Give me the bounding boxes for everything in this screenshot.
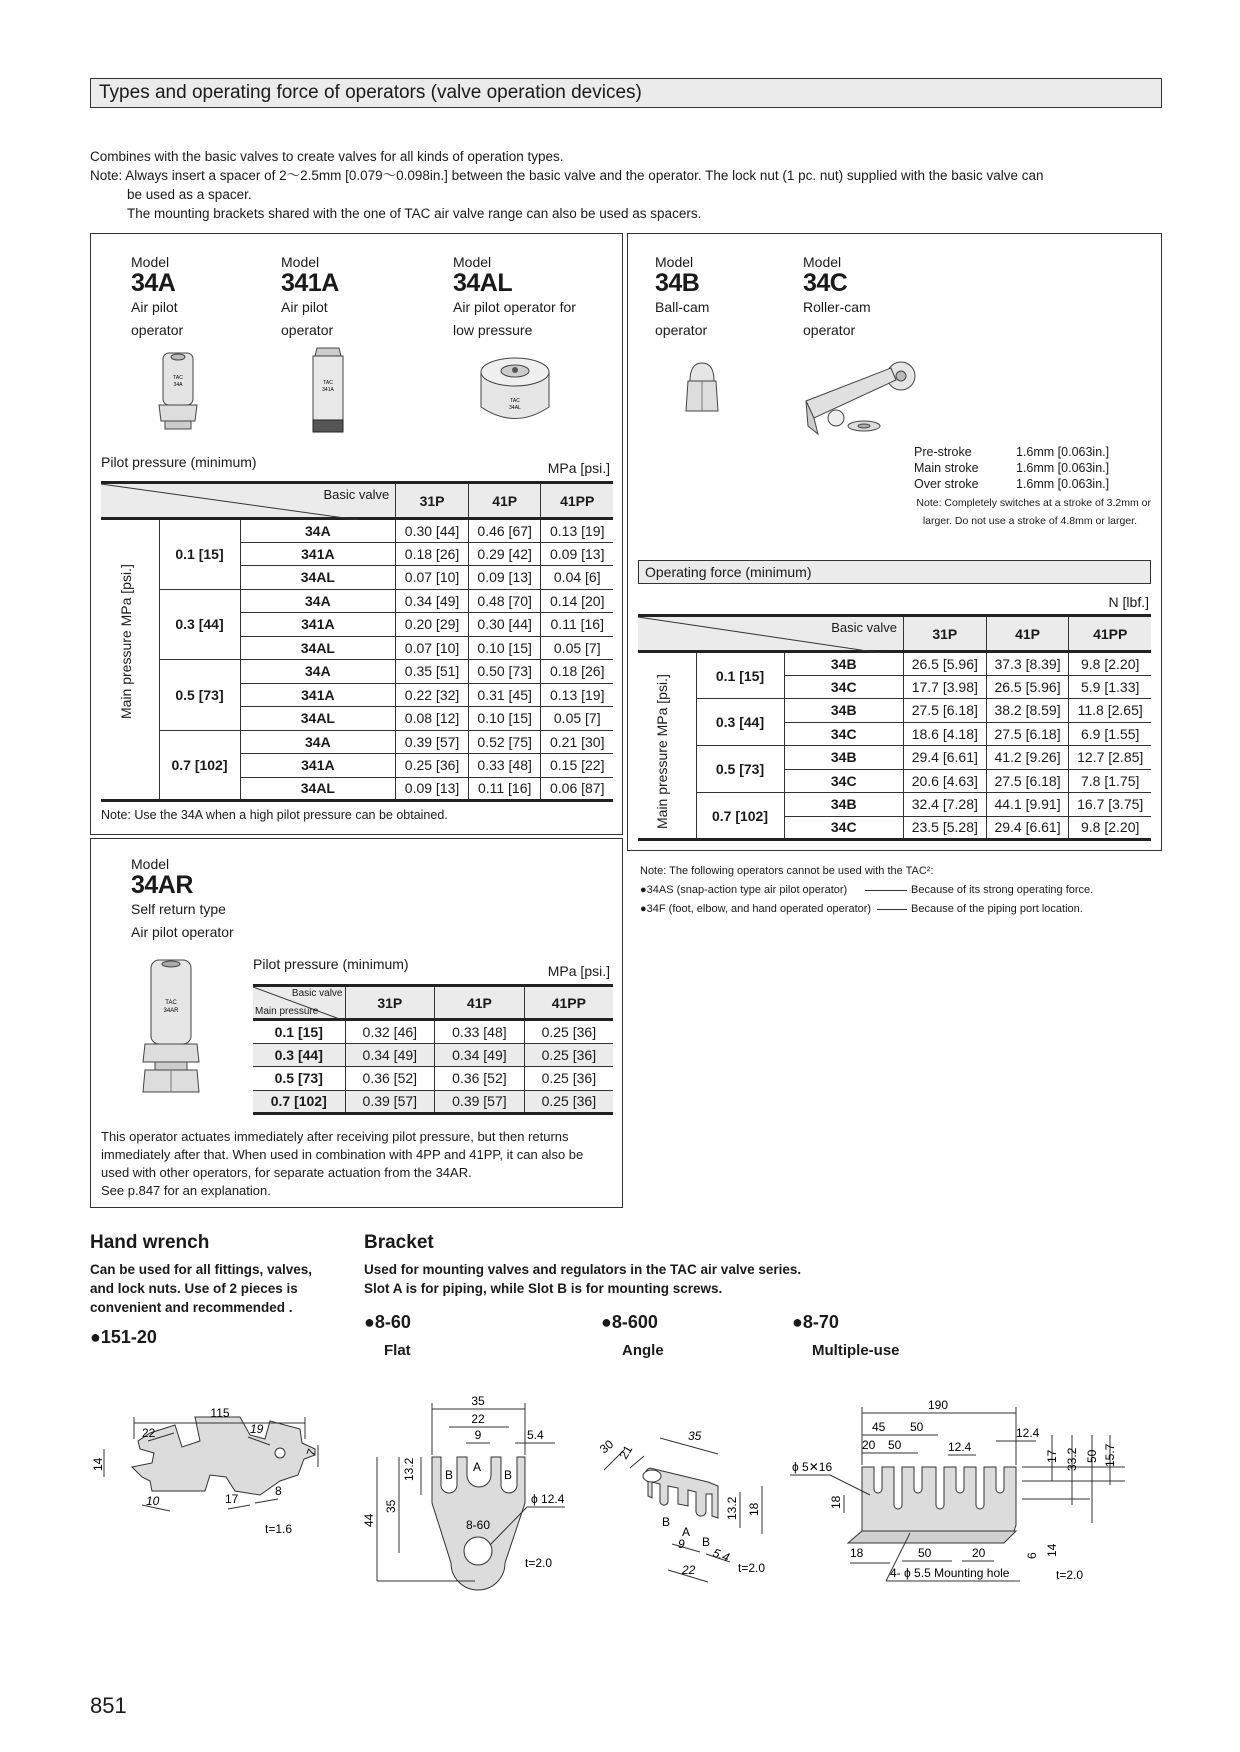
value-cell: 0.34 [49] xyxy=(435,1043,525,1067)
value-cell: 16.7 [3.75] xyxy=(1069,793,1151,817)
tag-text: TAC xyxy=(173,375,183,381)
table-corner xyxy=(253,986,345,1020)
bracket-heading: Bracket xyxy=(364,1232,434,1253)
model-cell: 34A xyxy=(240,589,396,613)
value-cell: 0.11 [16] xyxy=(468,777,541,801)
model-cell: 341A xyxy=(240,754,396,778)
operating-force-title: Operating force (minimum) xyxy=(645,564,812,580)
dim-label: t=2.0 xyxy=(525,1556,553,1570)
dim-label: 19 xyxy=(250,1422,264,1436)
value-cell: 32.4 [7.28] xyxy=(903,793,986,817)
operator-34a-image xyxy=(153,349,203,434)
model-cell: 34A xyxy=(240,660,396,684)
value-cell: 0.04 [6] xyxy=(541,566,613,590)
self-return-panel xyxy=(90,838,623,1208)
value-cell: 44.1 [9.91] xyxy=(986,793,1069,817)
table-row xyxy=(253,1020,613,1044)
col-header: 31P xyxy=(345,986,435,1020)
value-cell: 27.5 [6.18] xyxy=(986,769,1069,793)
dim-label: 6 xyxy=(1025,1552,1039,1559)
table-row xyxy=(101,519,613,543)
hand-wrench-heading: Hand wrench xyxy=(90,1232,210,1253)
tag-text: 34AL xyxy=(509,405,521,411)
value-cell: 0.13 [19] xyxy=(541,519,613,543)
corner-label: Basic valve xyxy=(323,487,390,502)
value-cell: 23.5 [5.28] xyxy=(903,816,986,840)
model-cell: 34C xyxy=(784,675,903,699)
model-cell: 34C xyxy=(784,722,903,746)
side-label: Main pressure MPa [psi.] xyxy=(654,674,670,829)
value-cell: 0.11 [16] xyxy=(541,613,613,637)
dim-label: ϕ 5✕16 xyxy=(792,1460,833,1474)
bracket-type-multiple: Multiple-use xyxy=(812,1342,900,1359)
value-cell: 0.30 [44] xyxy=(396,519,469,543)
tac-note xyxy=(640,862,1093,919)
dim-label: 8 xyxy=(275,1484,282,1498)
main-pressure-cell: 0.7 [102] xyxy=(253,1090,345,1114)
stroke-note: Note: Completely switches at a stroke of 3.2mm or larger. Do not use a stroke of 4.8mm or larger. xyxy=(916,497,1151,527)
dim-label: 22 xyxy=(471,1412,485,1426)
col-header: 41PP xyxy=(541,483,613,519)
tag-text: TAC xyxy=(165,1000,177,1006)
operator-34al-image xyxy=(475,352,555,432)
model-cell: 34B xyxy=(784,652,903,676)
tac-note-item: ●34F (foot, elbow, and hand operated operator) Because of the piping port location. xyxy=(640,903,1083,915)
value-cell: 0.25 [36] xyxy=(524,1043,613,1067)
intro-note: Note: Always insert a spacer of 2～2.5mm [0.079～0.098in.] between the basic valve and the operator. The lock nut (1 pc. nut) supplied with the basic valve can xyxy=(90,168,1044,183)
operator-341a-image xyxy=(303,344,353,439)
value-cell: 0.50 [73] xyxy=(468,660,541,684)
dim-label: 50 xyxy=(918,1546,932,1560)
dim-label: 15.7 xyxy=(1103,1443,1117,1467)
value-cell: 26.5 [5.96] xyxy=(986,675,1069,699)
dim-label: 4- ϕ 5.5 Mounting hole xyxy=(890,1566,1010,1580)
stroke-row: Over stroke 1.6mm [0.063in.] xyxy=(914,477,1110,491)
value-cell: 26.5 [5.96] xyxy=(903,652,986,676)
slot-label: B xyxy=(702,1535,711,1549)
slot-label: A xyxy=(682,1525,691,1539)
part-label: 8-60 xyxy=(465,1518,491,1532)
value-cell: 0.13 [19] xyxy=(541,683,613,707)
value-cell: 29.4 [6.61] xyxy=(986,816,1069,840)
dim-label: t=2.0 xyxy=(1056,1568,1084,1582)
main-pressure-cell: 0.5 [73] xyxy=(696,746,784,793)
table-row xyxy=(101,730,613,754)
value-cell: 0.33 [48] xyxy=(435,1020,525,1044)
value-cell: 0.36 [52] xyxy=(435,1067,525,1091)
slot-label: A xyxy=(473,1460,482,1474)
col-header: 41P xyxy=(468,483,541,519)
dim-label: 14 xyxy=(91,1457,105,1471)
intro-text xyxy=(90,147,1170,223)
dim-label: 13.2 xyxy=(725,1496,739,1520)
operator-34b-image xyxy=(680,359,725,419)
col-header: 31P xyxy=(396,483,469,519)
tag-text: TAC xyxy=(323,380,333,386)
dim-label: 50 xyxy=(910,1420,924,1434)
table-row xyxy=(253,1067,613,1091)
model-341a: Model 341A Air pilot operator xyxy=(281,254,339,338)
model-cell: 34A xyxy=(240,519,396,543)
dim-label: 18 xyxy=(850,1546,864,1560)
value-cell: 0.25 [36] xyxy=(396,754,469,778)
multi-bracket-drawing xyxy=(790,1395,1125,1595)
value-cell: 0.33 [48] xyxy=(468,754,541,778)
operator-34ar-image xyxy=(131,954,211,1104)
bracket-item-8-600: ●8-600 xyxy=(601,1312,658,1332)
bracket-type-flat: Flat xyxy=(384,1342,411,1359)
tac-note-item: ●34AS (snap-action type air pilot operator) Because of its strong operating force. xyxy=(640,884,1094,896)
dim-label: 9 xyxy=(678,1537,685,1551)
dim-label: 45 xyxy=(872,1420,886,1434)
value-cell: 17.7 [3.98] xyxy=(903,675,986,699)
value-cell: 0.05 [7] xyxy=(541,707,613,731)
slot-label: B xyxy=(504,1468,513,1482)
tac-note-title: Note: The following operators cannot be used with the TAC²: xyxy=(640,865,934,877)
model-cell: 34A xyxy=(240,730,396,754)
dim-label: 7 xyxy=(303,1446,320,1459)
main-pressure-cell: 0.3 [44] xyxy=(253,1043,345,1067)
col-header: 31P xyxy=(903,616,986,652)
stroke-specs xyxy=(914,444,1109,492)
value-cell: 0.07 [10] xyxy=(396,636,469,660)
value-cell: 5.9 [1.33] xyxy=(1069,675,1151,699)
model-34b: Model 34B Ball-cam operator xyxy=(655,254,710,338)
intro-note-cont: The mounting brackets shared with the one of TAC air valve range can also be used as spacers. xyxy=(127,206,702,221)
value-cell: 41.2 [9.26] xyxy=(986,746,1069,770)
operator-34c-image xyxy=(796,356,936,441)
corner-label: Basic valve xyxy=(831,620,897,635)
value-cell: 0.34 [49] xyxy=(396,589,469,613)
tag-text: 34A xyxy=(173,382,183,388)
value-cell: 20.6 [4.63] xyxy=(903,769,986,793)
value-cell: 0.52 [75] xyxy=(468,730,541,754)
ar-table-title: Pilot pressure (minimum) xyxy=(253,956,409,972)
ar-description: This operator actuates immediately after receiving pilot pressure, but then returns immediately after that. When used in combination with 4PP and 41PP, it can also be used with other operators, for separate actuation from the 34AR. See p.847 for an explanation. xyxy=(101,1129,584,1198)
value-cell: 0.18 [26] xyxy=(396,542,469,566)
dim-label: 12.4 xyxy=(1016,1426,1040,1440)
model-cell: 34AL xyxy=(240,777,396,801)
value-cell: 0.25 [36] xyxy=(524,1090,613,1114)
hand-wrench-item: ●151-20 xyxy=(90,1327,157,1347)
main-pressure-cell: 0.7 [102] xyxy=(696,793,784,840)
hand-wrench-drawing xyxy=(90,1395,320,1545)
col-header: 41PP xyxy=(1069,616,1151,652)
value-cell: 6.9 [1.55] xyxy=(1069,722,1151,746)
bracket-type-angle: Angle xyxy=(622,1342,664,1359)
value-cell: 0.35 [51] xyxy=(396,660,469,684)
bracket-section xyxy=(364,1232,1164,1298)
table-row xyxy=(638,652,1151,676)
force-table-unit: N [lbf.] xyxy=(1108,594,1149,610)
bracket-item-8-70: ●8-70 xyxy=(792,1312,839,1332)
table-row xyxy=(638,746,1151,770)
angle-bracket-drawing xyxy=(590,1410,780,1590)
operating-force-table xyxy=(638,614,1151,841)
value-cell: 0.09 [13] xyxy=(396,777,469,801)
value-cell: 0.25 [36] xyxy=(524,1067,613,1091)
value-cell: 38.2 [8.59] xyxy=(986,699,1069,723)
value-cell: 0.32 [46] xyxy=(345,1020,435,1044)
model-34a: Model 34A Air pilot operator xyxy=(131,254,184,338)
model-cell: 341A xyxy=(240,683,396,707)
dim-label: 18 xyxy=(747,1502,761,1516)
dim-label: 190 xyxy=(927,1398,949,1412)
cam-operator-panel xyxy=(627,233,1162,851)
slot-label: B xyxy=(445,1468,454,1482)
flat-bracket-drawing xyxy=(355,1395,565,1595)
dim-label: 22 xyxy=(142,1426,156,1440)
dim-label: 17 xyxy=(225,1492,239,1506)
main-pressure-cell: 0.3 [44] xyxy=(159,589,240,660)
value-cell: 0.09 [13] xyxy=(468,566,541,590)
main-pressure-cell: 0.3 [44] xyxy=(696,699,784,746)
dim-label: 50 xyxy=(1085,1449,1099,1463)
value-cell: 0.36 [52] xyxy=(345,1067,435,1091)
ar-pilot-table xyxy=(253,984,613,1115)
pilot-table-unit: MPa [psi.] xyxy=(547,460,610,476)
value-cell: 0.30 [44] xyxy=(468,613,541,637)
value-cell: 27.5 [6.18] xyxy=(903,699,986,723)
main-pressure-cell: 0.5 [73] xyxy=(159,660,240,731)
dim-label: 21 xyxy=(616,1442,636,1462)
page-number: 851 xyxy=(90,1693,127,1718)
dim-label: ϕ 12.4 xyxy=(531,1492,565,1506)
dim-label: 33.2 xyxy=(1065,1447,1079,1471)
main-pressure-cell: 0.1 [15] xyxy=(696,652,784,699)
value-cell: 11.8 [2.65] xyxy=(1069,699,1151,723)
dim-label: 30 xyxy=(596,1436,617,1457)
value-cell: 0.39 [57] xyxy=(396,730,469,754)
value-cell: 0.15 [22] xyxy=(541,754,613,778)
table-row xyxy=(101,660,613,684)
side-label: Main pressure MPa [psi.] xyxy=(118,564,134,719)
tag-text: 34AR xyxy=(163,1008,179,1014)
model-34ar: Model 34AR Self return type Air pilot operator xyxy=(131,856,234,940)
col-header: 41P xyxy=(435,986,525,1020)
dim-label: 9 xyxy=(474,1428,482,1442)
model-cell: 34AL xyxy=(240,707,396,731)
model-34c: Model 34C Roller-cam operator xyxy=(803,254,871,338)
table-corner xyxy=(101,483,396,519)
dim-label: 5.4 xyxy=(527,1428,544,1442)
value-cell: 0.25 [36] xyxy=(524,1020,613,1044)
value-cell: 0.14 [20] xyxy=(541,589,613,613)
value-cell: 0.31 [45] xyxy=(468,683,541,707)
value-cell: 0.20 [29] xyxy=(396,613,469,637)
corner-label: Basic valve xyxy=(291,988,343,999)
value-cell: 0.10 [15] xyxy=(468,636,541,660)
ar-table-unit: MPa [psi.] xyxy=(547,963,610,979)
value-cell: 0.05 [7] xyxy=(541,636,613,660)
tag-text: 341A xyxy=(322,387,334,393)
value-cell: 7.8 [1.75] xyxy=(1069,769,1151,793)
dim-label: 35 xyxy=(471,1395,485,1408)
value-cell: 29.4 [6.61] xyxy=(903,746,986,770)
value-cell: 0.10 [15] xyxy=(468,707,541,731)
main-pressure-cell: 0.1 [15] xyxy=(159,519,240,590)
value-cell: 37.3 [8.39] xyxy=(986,652,1069,676)
pilot-pressure-table xyxy=(101,481,613,802)
corner-label: Main pressure xyxy=(255,1006,319,1017)
tag-text: TAC xyxy=(510,398,520,404)
value-cell: 0.29 [42] xyxy=(468,542,541,566)
model-34al: Model 34AL Air pilot operator for low pressure xyxy=(453,254,576,338)
table-corner xyxy=(638,616,903,652)
dim-label: 13.2 xyxy=(402,1457,416,1481)
hand-wrench-desc: Can be used for all fittings, valves, and lock nuts. Use of 2 pieces is convenient and recommended . xyxy=(90,1262,313,1315)
dim-label: 22 xyxy=(682,1563,696,1577)
bracket-desc: Used for mounting valves and regulators in the TAC air valve series. Slot A is for piping, while Slot B is for mounting screws. xyxy=(364,1262,802,1296)
dim-label: 20 xyxy=(972,1546,986,1560)
table-row xyxy=(253,1043,613,1067)
model-cell: 341A xyxy=(240,542,396,566)
dim-label: 14 xyxy=(1045,1543,1059,1557)
bracket-item-8-60: ●8-60 xyxy=(364,1312,411,1332)
hand-wrench-section xyxy=(90,1232,340,1348)
main-pressure-cell: 0.5 [73] xyxy=(253,1067,345,1091)
main-pressure-cell: 0.1 [15] xyxy=(253,1020,345,1044)
pilot-table-note: Note: Use the 34A when a high pilot pressure can be obtained. xyxy=(101,808,448,822)
dim-label: 35 xyxy=(384,1499,398,1513)
value-cell: 9.8 [2.20] xyxy=(1069,816,1151,840)
page-title: Types and operating force of operators (valve operation devices) xyxy=(90,78,1162,108)
value-cell: 27.5 [6.18] xyxy=(986,722,1069,746)
col-header: 41PP xyxy=(524,986,613,1020)
col-header: 41P xyxy=(986,616,1069,652)
model-cell: 34AL xyxy=(240,566,396,590)
value-cell: 0.08 [12] xyxy=(396,707,469,731)
dim-label: 5.4 xyxy=(710,1545,732,1565)
table-row xyxy=(638,699,1151,723)
value-cell: 0.06 [87] xyxy=(541,777,613,801)
dim-label: 10 xyxy=(146,1494,160,1508)
value-cell: 0.48 [70] xyxy=(468,589,541,613)
model-cell: 34C xyxy=(784,769,903,793)
model-cell: 34B xyxy=(784,793,903,817)
dim-label: 18 xyxy=(829,1495,843,1509)
value-cell: 0.07 [10] xyxy=(396,566,469,590)
slot-label: B xyxy=(662,1515,671,1529)
value-cell: 12.7 [2.85] xyxy=(1069,746,1151,770)
value-cell: 0.39 [57] xyxy=(435,1090,525,1114)
value-cell: 0.46 [67] xyxy=(468,519,541,543)
dim-label: 20 xyxy=(862,1438,876,1452)
air-pilot-panel xyxy=(90,233,623,835)
dim-label: t=2.0 xyxy=(738,1561,766,1575)
value-cell: 0.34 [49] xyxy=(345,1043,435,1067)
value-cell: 9.8 [2.20] xyxy=(1069,652,1151,676)
stroke-row: Main stroke 1.6mm [0.063in.] xyxy=(914,461,1110,475)
table-row xyxy=(101,589,613,613)
value-cell: 0.39 [57] xyxy=(345,1090,435,1114)
model-cell: 341A xyxy=(240,613,396,637)
stroke-row: Pre-stroke 1.6mm [0.063in.] xyxy=(914,445,1110,459)
value-cell: 0.09 [13] xyxy=(541,542,613,566)
pilot-table-title: Pilot pressure (minimum) xyxy=(101,454,257,470)
dim-label: 50 xyxy=(888,1438,902,1452)
value-cell: 0.22 [32] xyxy=(396,683,469,707)
model-cell: 34C xyxy=(784,816,903,840)
value-cell: 18.6 [4.18] xyxy=(903,722,986,746)
operating-force-title-bar xyxy=(638,560,1151,584)
model-cell: 34B xyxy=(784,699,903,723)
value-cell: 0.18 [26] xyxy=(541,660,613,684)
dim-label: 12.4 xyxy=(948,1440,972,1454)
dim-label: 115 xyxy=(210,1406,230,1420)
intro-line: Combines with the basic valves to create valves for all kinds of operation types. xyxy=(90,149,564,164)
dim-label: 17 xyxy=(1045,1449,1059,1463)
model-cell: 34AL xyxy=(240,636,396,660)
main-pressure-cell: 0.7 [102] xyxy=(159,730,240,801)
intro-note-cont: be used as a spacer. xyxy=(127,187,252,202)
dim-label: 35 xyxy=(688,1429,702,1443)
table-row xyxy=(253,1090,613,1114)
value-cell: 0.21 [30] xyxy=(541,730,613,754)
model-cell: 34B xyxy=(784,746,903,770)
dim-label: 44 xyxy=(362,1513,376,1527)
table-row xyxy=(638,793,1151,817)
dim-label: t=1.6 xyxy=(265,1522,293,1536)
diagonal-line xyxy=(101,484,359,520)
